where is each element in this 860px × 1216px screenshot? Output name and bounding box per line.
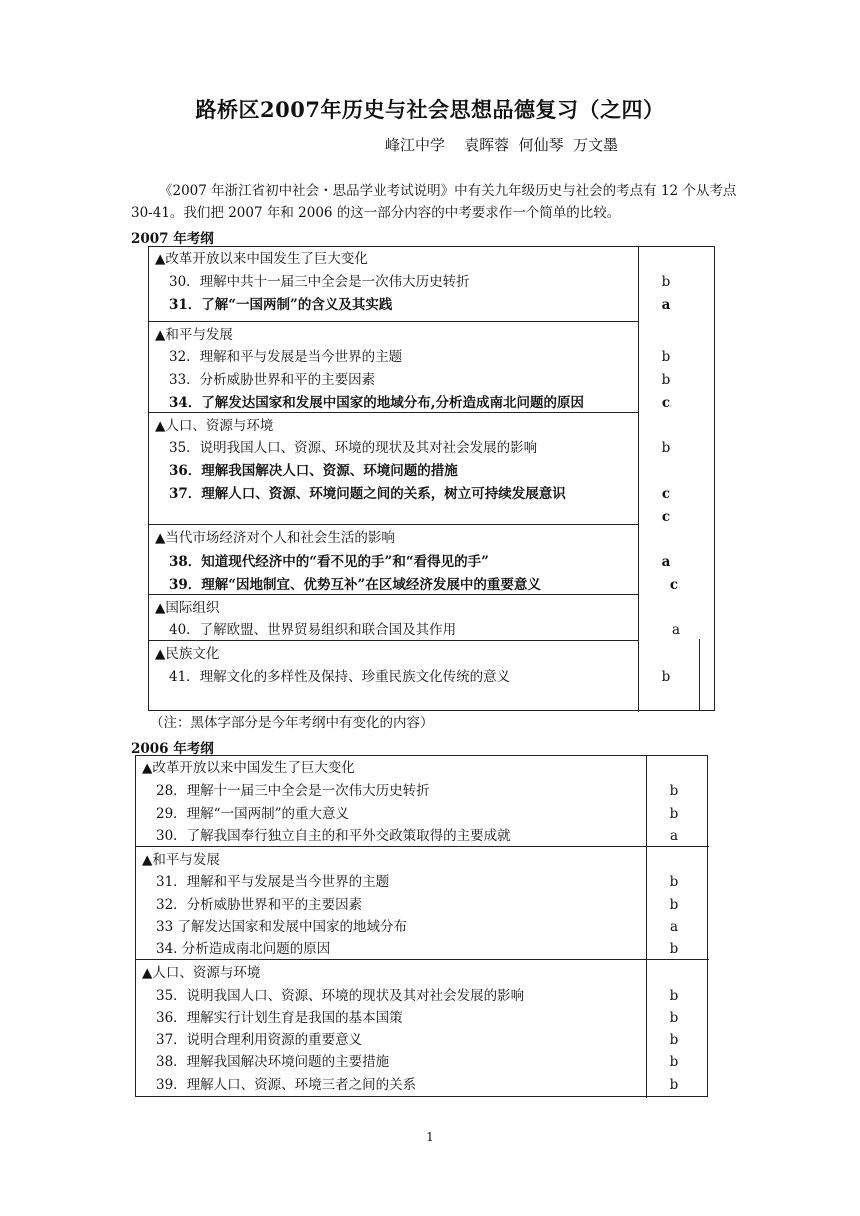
heading-2006: 2006 年考纲 xyxy=(131,741,214,757)
row-text: 37．理解人口、资源、环境问题之间的关系，树立可持续发展意识 xyxy=(169,486,566,502)
section-divider xyxy=(149,640,638,641)
row-text: 34．了解发达国家和发展中国家的地域分布,分析造成南北问题的原因 xyxy=(169,395,584,411)
row-text: 35．说明我国人口、资源、环境的现状及其对社会发展的影响 xyxy=(169,440,538,456)
level-value: b xyxy=(669,874,679,890)
row-text: 28．理解十一届三中全会是一次伟大历史转折 xyxy=(156,783,430,799)
row-text: ▲民族文化 xyxy=(155,646,220,662)
level-value: b xyxy=(669,806,679,822)
row-text: 38．理解我国解决环境问题的主要措施 xyxy=(156,1054,390,1070)
level-value: b xyxy=(661,349,671,365)
row-text: 36．理解我国解决人口、资源、环境问题的措施 xyxy=(169,463,458,479)
column-divider xyxy=(646,756,647,1098)
level-value: b xyxy=(669,1054,679,1070)
section-divider xyxy=(149,412,638,413)
level-value: a xyxy=(671,622,681,638)
row-text: 31．了解“一国两制”的含义及其实践 xyxy=(169,297,393,313)
level-value: a xyxy=(661,297,671,313)
row-text: ▲当代市场经济对个人和社会生活的影响 xyxy=(155,530,395,546)
row-text: 36．理解实行计划生育是我国的基本国策 xyxy=(156,1010,403,1026)
level-value: b xyxy=(661,440,671,456)
level-value: c xyxy=(661,395,671,411)
section-divider xyxy=(149,321,638,322)
row-text: 33 了解发达国家和发展中国家的地域分布 xyxy=(156,919,407,935)
row-text: ▲和平与发展 xyxy=(142,852,220,868)
row-text: ▲改革开放以来中国发生了巨大变化 xyxy=(142,760,355,776)
level-value: b xyxy=(669,897,679,913)
row-text: ▲人口、资源与环境 xyxy=(142,965,261,981)
row-text: 41．理解文化的多样性及保持、珍重民族文化传统的意义 xyxy=(169,669,511,685)
row-text: 40．了解欧盟、世界贸易组织和联合国及其作用 xyxy=(169,622,457,638)
level-value: b xyxy=(661,274,671,290)
level-value: b xyxy=(669,1032,679,1048)
column-divider xyxy=(638,247,639,712)
level-value: a xyxy=(661,554,671,570)
level-value: a xyxy=(669,919,679,935)
row-text: 29．理解“一国两制”的重大意义 xyxy=(156,806,349,822)
row-text: 32．理解和平与发展是当今世界的主题 xyxy=(169,349,403,365)
page-title: 路桥区2007年历史与社会思想品德复习（之四） xyxy=(195,97,665,122)
row-text: 38．知道现代经济中的“看不见的手”和“看得见的手” xyxy=(169,554,489,570)
level-value: b xyxy=(669,783,679,799)
level-value: c xyxy=(661,486,671,502)
row-text: ▲人口、资源与环境 xyxy=(155,418,274,434)
row-text: ▲改革开放以来中国发生了巨大变化 xyxy=(155,251,368,267)
row-text: 39．理解“因地制宜、优势互补”在区域经济发展中的重要意义 xyxy=(169,577,541,593)
level-value: b xyxy=(661,372,671,388)
note: （注：黑体字部分是今年考纲中有变化的内容） xyxy=(150,715,434,731)
section-divider xyxy=(149,524,638,525)
row-text: 39．理解人口、资源、环境三者之间的关系 xyxy=(156,1077,417,1093)
level-value: b xyxy=(669,1010,679,1026)
row-text: 35．说明我国人口、资源、环境的现状及其对社会发展的影响 xyxy=(156,988,525,1004)
section-divider xyxy=(136,846,709,847)
level-value: b xyxy=(669,941,679,957)
level-value: a xyxy=(669,828,679,844)
row-text: 30．了解我国奉行独立自主的和平外交政策取得的主要成就 xyxy=(156,828,511,844)
level-value: b xyxy=(669,1077,679,1093)
row-text: 33．分析威胁世界和平的主要因素 xyxy=(169,372,376,388)
row-text: 37．说明合理利用资源的重要意义 xyxy=(156,1032,363,1048)
heading-2007: 2007 年考纲 xyxy=(131,231,214,247)
level-value: b xyxy=(669,988,679,1004)
column-divider xyxy=(699,639,700,711)
row-text: 34. 分析造成南北问题的原因 xyxy=(156,941,331,957)
authors: 峰江中学 袁晖蓉 何仙琴 万文墨 xyxy=(385,136,619,154)
row-text: ▲和平与发展 xyxy=(155,327,233,343)
section-divider xyxy=(136,959,709,960)
row-text: ▲国际组织 xyxy=(155,600,220,616)
section-divider xyxy=(149,594,638,595)
level-value: b xyxy=(661,669,671,685)
level-value: c xyxy=(661,509,671,525)
page-number: 1 xyxy=(426,1130,434,1144)
row-text: 32．分析威胁世界和平的主要因素 xyxy=(156,897,363,913)
level-value: c xyxy=(669,577,679,593)
intro-paragraph: 《2007 年浙江省初中社会・思品学业考试说明》中有关九年级历史与社会的考点有 12 个从考点 30-41。我们把 2007 年和 2006 的这一部分内容的中考要求作一个简单的比较。 xyxy=(131,183,737,221)
table-2006 xyxy=(135,755,708,1097)
table-2007 xyxy=(148,246,715,711)
row-text: 31．理解和平与发展是当今世界的主题 xyxy=(156,874,390,890)
row-text: 30．理解中共十一届三中全会是一次伟大历史转折 xyxy=(169,274,470,290)
